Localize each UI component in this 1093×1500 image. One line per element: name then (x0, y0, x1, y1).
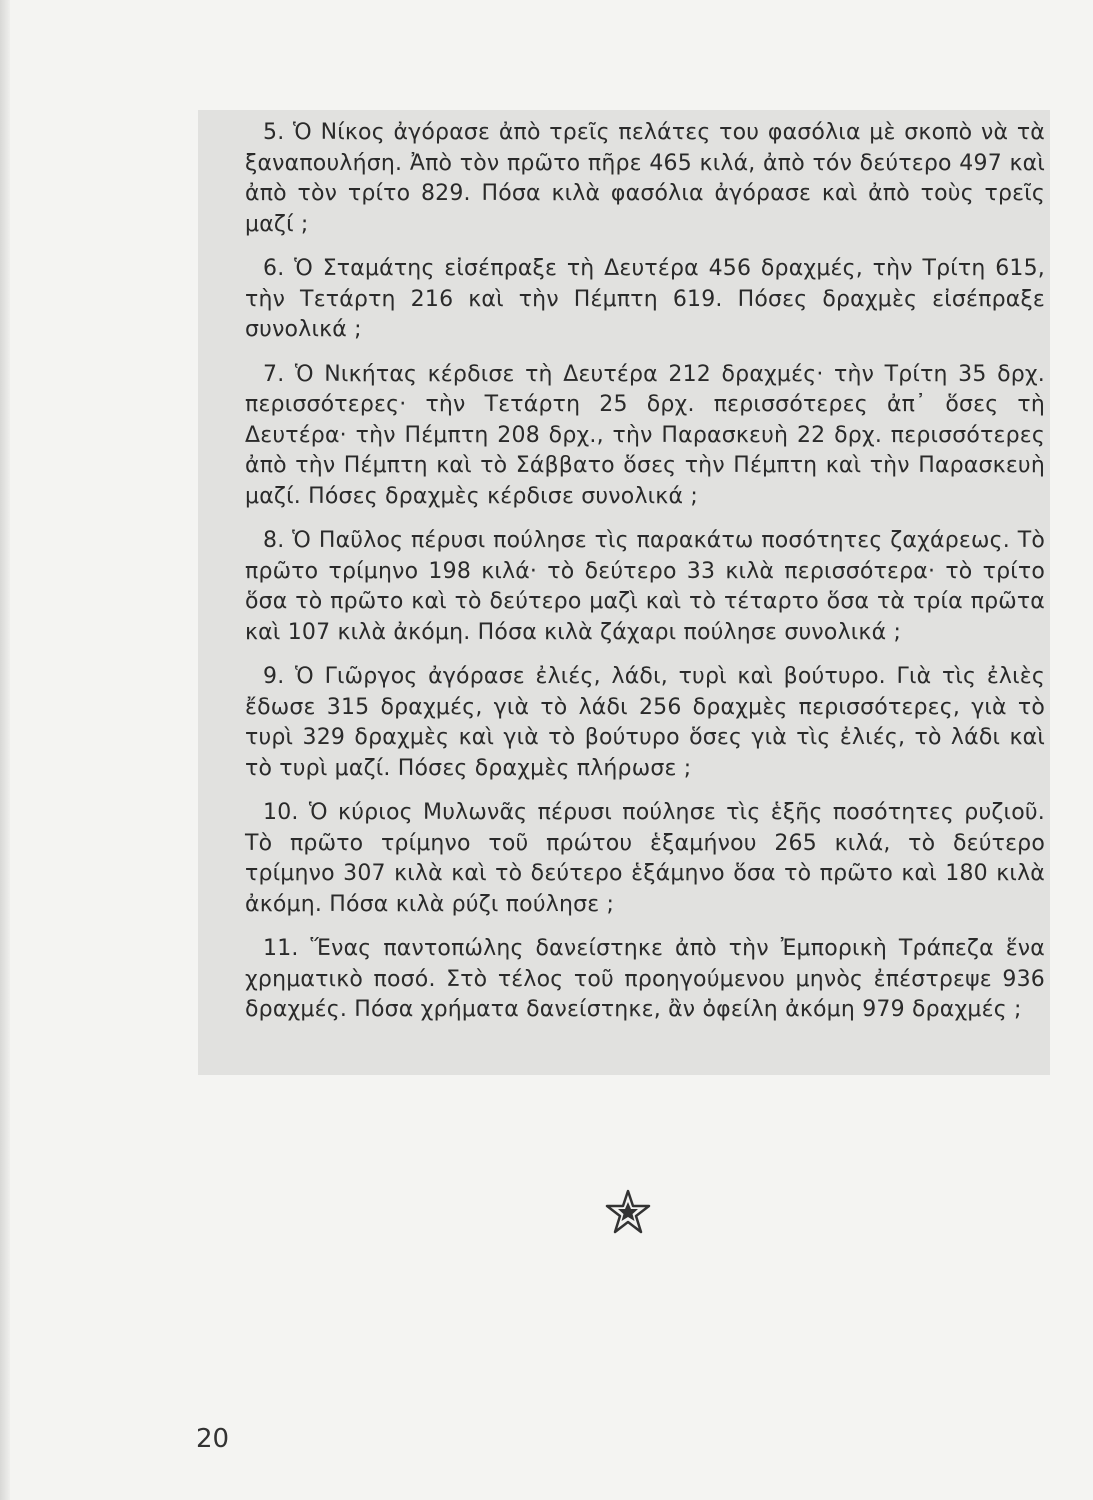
exercise-9: 9. Ὁ Γιῶργος ἀγόρασε ἐλιές, λάδι, τυρὶ καὶ βούτυρο. Γιὰ τὶς ἐλιὲς ἔδωσε 315 δραχμές, γιὰ τὸ λάδι 256 δραχμὲς περισσότερες, γιὰ τὸ τυρὶ 329 δραχμὲς καὶ γιὰ τὸ βούτυρο ὅσες γιὰ τὶς ἐλιές, τὸ λάδι καὶ τὸ τυρὶ μαζί. Πόσες δραχμὲς πλήρωσε ; (245, 664, 1045, 781)
star-ornament-icon (604, 1188, 652, 1236)
exercise-7: 7. Ὁ Νικήτας κέρδισε τὴ Δευτέρα 212 δραχμές· τὴν Τρίτη 35 δρχ. περισσότερες· τὴν Τετάρτη 25 δρχ. περισσότερες ἀπ᾽ ὅσες τὴ Δευτέρα· τὴν Πέμπτη 208 δρχ., τὴν Παρασκευὴ 22 δρχ. περισσότερες ἀπὸ τὴν Πέμπτη καὶ τὸ Σάββατο ὅσες τὴν Πέμπτη καὶ τὴν Παρασκευὴ μαζί. Πόσες δραχμὲς κέρδισε συνολικά ; (245, 361, 1045, 509)
page-edge-shadow (0, 0, 10, 1500)
exercise-8: 8. Ὁ Παῦλος πέρυσι πούλησε τὶς παρακάτω ποσότητες ζαχάρεως. Τὸ πρῶτο τρίμηνο 198 κιλά· τὸ δεύτερο 33 κιλὰ περισσότερα· τὸ τρίτο ὅσα τὸ πρῶτο καὶ τὸ δεύτερο μαζὶ καὶ τὸ τέταρτο ὅσα τὰ τρία πρῶτα καὶ 107 κιλὰ ἀκόμη. Πόσα κιλὰ ζάχαρι πούλησε συνολικά ; (245, 528, 1045, 645)
exercise-list (245, 118, 1045, 1040)
page-number: 20 (196, 1424, 230, 1454)
exercise-11: 11. Ἕνας παντοπώλης δανείστηκε ἀπὸ τὴν Ἐμπορικὴ Τράπεζα ἕνα χρηματικὸ ποσό. Στὸ τέλος τοῦ προηγούμενου μηνὸς ἐπέστρεψε 936 δραχμές. Πόσα χρήματα δανείστηκε, ἂν ὀφείλη ἀκόμη 979 δραχμές ; (245, 936, 1045, 1022)
exercise-6: 6. Ὁ Σταμάτης εἰσέπραξε τὴ Δευτέρα 456 δραχμές, τὴν Τρίτη 615, τὴν Τετάρτη 216 καὶ τὴν Πέμπτη 619. Πόσες δραχμὲς εἰσέπραξε συνολικά ; (245, 256, 1045, 342)
exercise-5: 5. Ὁ Νίκος ἀγόρασε ἀπὸ τρεῖς πελάτες του φασόλια μὲ σκοπὸ νὰ τὰ ξαναπουλήση. Ἀπὸ τὸν πρῶτο πῆρε 465 κιλά, ἀπὸ τόν δεύτερο 497 καὶ ἀπὸ τὸν τρίτο 829. Πόσα κιλὰ φασόλια ἀγόρασε καὶ ἀπὸ τοὺς τρεῖς μαζί ; (245, 120, 1045, 237)
exercise-10: 10. Ὁ κύριος Μυλωνᾶς πέρυσι πούλησε τὶς ἑξῆς ποσότητες ρυζιοῦ. Τὸ πρῶτο τρίμηνο τοῦ πρώτου ἑξαμήνου 265 κιλά, τὸ δεύτερο τρίμηνο 307 κιλὰ καὶ τὸ δεύτερο ἑξάμηνο ὅσα τὸ πρῶτο καὶ 180 κιλὰ ἀκόμη. Πόσα κιλὰ ρύζι πούλησε ; (245, 800, 1045, 917)
